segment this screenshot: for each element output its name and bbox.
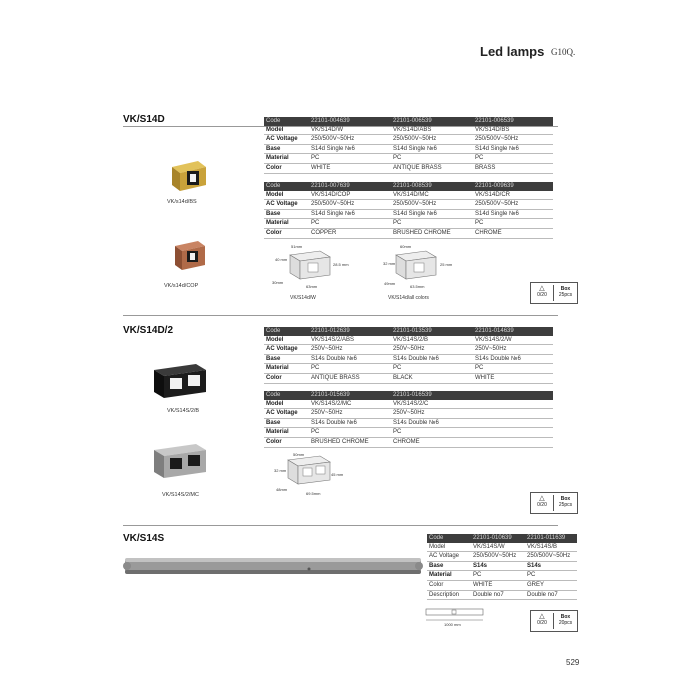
dimension-label: 28.5 mm (333, 262, 349, 267)
page-number: 529 (566, 658, 580, 667)
box-value: 25pcs (558, 292, 573, 298)
box-left-value: 0/20 (537, 502, 547, 508)
spec-table: Code 22101-015639 22101-016539 Model VK/S14S/2/MC VK/S14S/2/C AC Voltage 250V~50Hz 250V~50Hz Base S14s Double №6 S14s Double №6 Material PC PC Color BRUSHED CHROME CHROME (264, 391, 553, 448)
product-label: VK/S14S/2/MC (162, 492, 199, 498)
box-badge (530, 492, 578, 514)
box-value: 20pcs (558, 620, 573, 626)
box-title: Box (560, 286, 571, 292)
section-rule (123, 525, 558, 526)
dimension-label: 48mm (276, 487, 288, 492)
dimension-label: 50mm (293, 452, 305, 457)
dimension-label: 30mm (272, 280, 284, 285)
spec-table: Code 22101-004639 22101-006539 22101-006539 Model VK/S14D/W VK/S14D/ABS VK/S14D/BS AC Voltage 250/500V~50Hz 250/500V~50Hz 250/500V~50Hz Base S14d Single №6 S14d Single №6 S14d Single №6 Material PC PC PC Color WHITE ANTIQUE BRASS BRASS (264, 117, 553, 174)
dimension-label: 1000 mm (444, 622, 461, 627)
page-title: Led lamps (480, 44, 545, 59)
product-label: VK/S14S/2/B (167, 408, 200, 414)
spec-table: Code 22101-007639 22101-008539 22101-009639 Model VK/S14D/COP VK/S14D/MC VK/S14D/CR AC Voltage 250/500V~50Hz 250/500V~50Hz 250/500V~50Hz Base S14d Single №6 S14d Single №6 S14d Single №6 Material PC PC PC Color COPPER BRUSHED CHROME CHROME (264, 182, 553, 239)
box-badge (530, 282, 578, 304)
dimension-label: 60mm (400, 244, 412, 249)
section-title: VK/S14D (123, 114, 165, 125)
dimension-label: 69.5mm (306, 491, 321, 496)
section-title: VK/S14S (123, 533, 165, 544)
box-title: Box (560, 614, 571, 620)
dimension-label: 45 mm (331, 472, 344, 477)
section-title: VK/S14D/2 (123, 325, 174, 336)
dimension-label: 63mm (306, 284, 318, 289)
section-rule (123, 315, 558, 316)
box-left-value: 0/20 (537, 292, 547, 298)
drawing-caption: VK/S14d/W (290, 295, 316, 301)
black-double-lampholder-icon (150, 360, 212, 400)
spec-table: Code 22101-010639 22101-011639 Model VK/S14S/W VK/S14S/B AC Voltage 250/500V~50Hz 250/500V~50Hz Base S14s S14s Material PC PC Color WHITE GREY Description Double no7 Double no7 (427, 534, 577, 600)
product-label: VK/s14d/BS (167, 199, 197, 205)
bulb-icon: △ (539, 495, 545, 502)
product-label: VK/s14d/COP (164, 283, 199, 289)
brass-lampholder-icon (168, 157, 210, 193)
spec-table: Code 22101-012639 22101-013539 22101-014639 Model VK/S14S/2/ABS VK/S14S/2/B VK/S14S/2/W AC Voltage 250V~50Hz 250V~50Hz 250V~50Hz Base S14s Double №6 S14s Double №6 S14s Double №6 Material PC PC PC Color ANTIQUE BRASS BLACK WHITE (264, 327, 553, 384)
copper-lampholder-icon (172, 238, 208, 272)
bulb-icon: △ (539, 613, 545, 620)
page-subtitle: G10Q. (551, 47, 576, 57)
dimension-label: 32 mm (274, 468, 287, 473)
chrome-double-lampholder-icon (150, 440, 212, 480)
dimension-label: 49mm (384, 281, 396, 286)
box-badge (530, 610, 578, 632)
dimension-label: 32 mm (383, 261, 396, 266)
linestra-tube-icon (123, 552, 423, 580)
bulb-icon: △ (539, 285, 545, 292)
box-title: Box (560, 496, 571, 502)
dimension-label: 25 mm (440, 262, 453, 267)
dimension-label: 63.5mm (410, 284, 425, 289)
dimension-label: 40 mm (275, 257, 288, 262)
dimension-label: 51mm (291, 244, 303, 249)
drawing-caption: VK/S14d/all colors (388, 295, 429, 301)
box-left-value: 0/20 (537, 620, 547, 626)
box-value: 25pcs (558, 502, 573, 508)
